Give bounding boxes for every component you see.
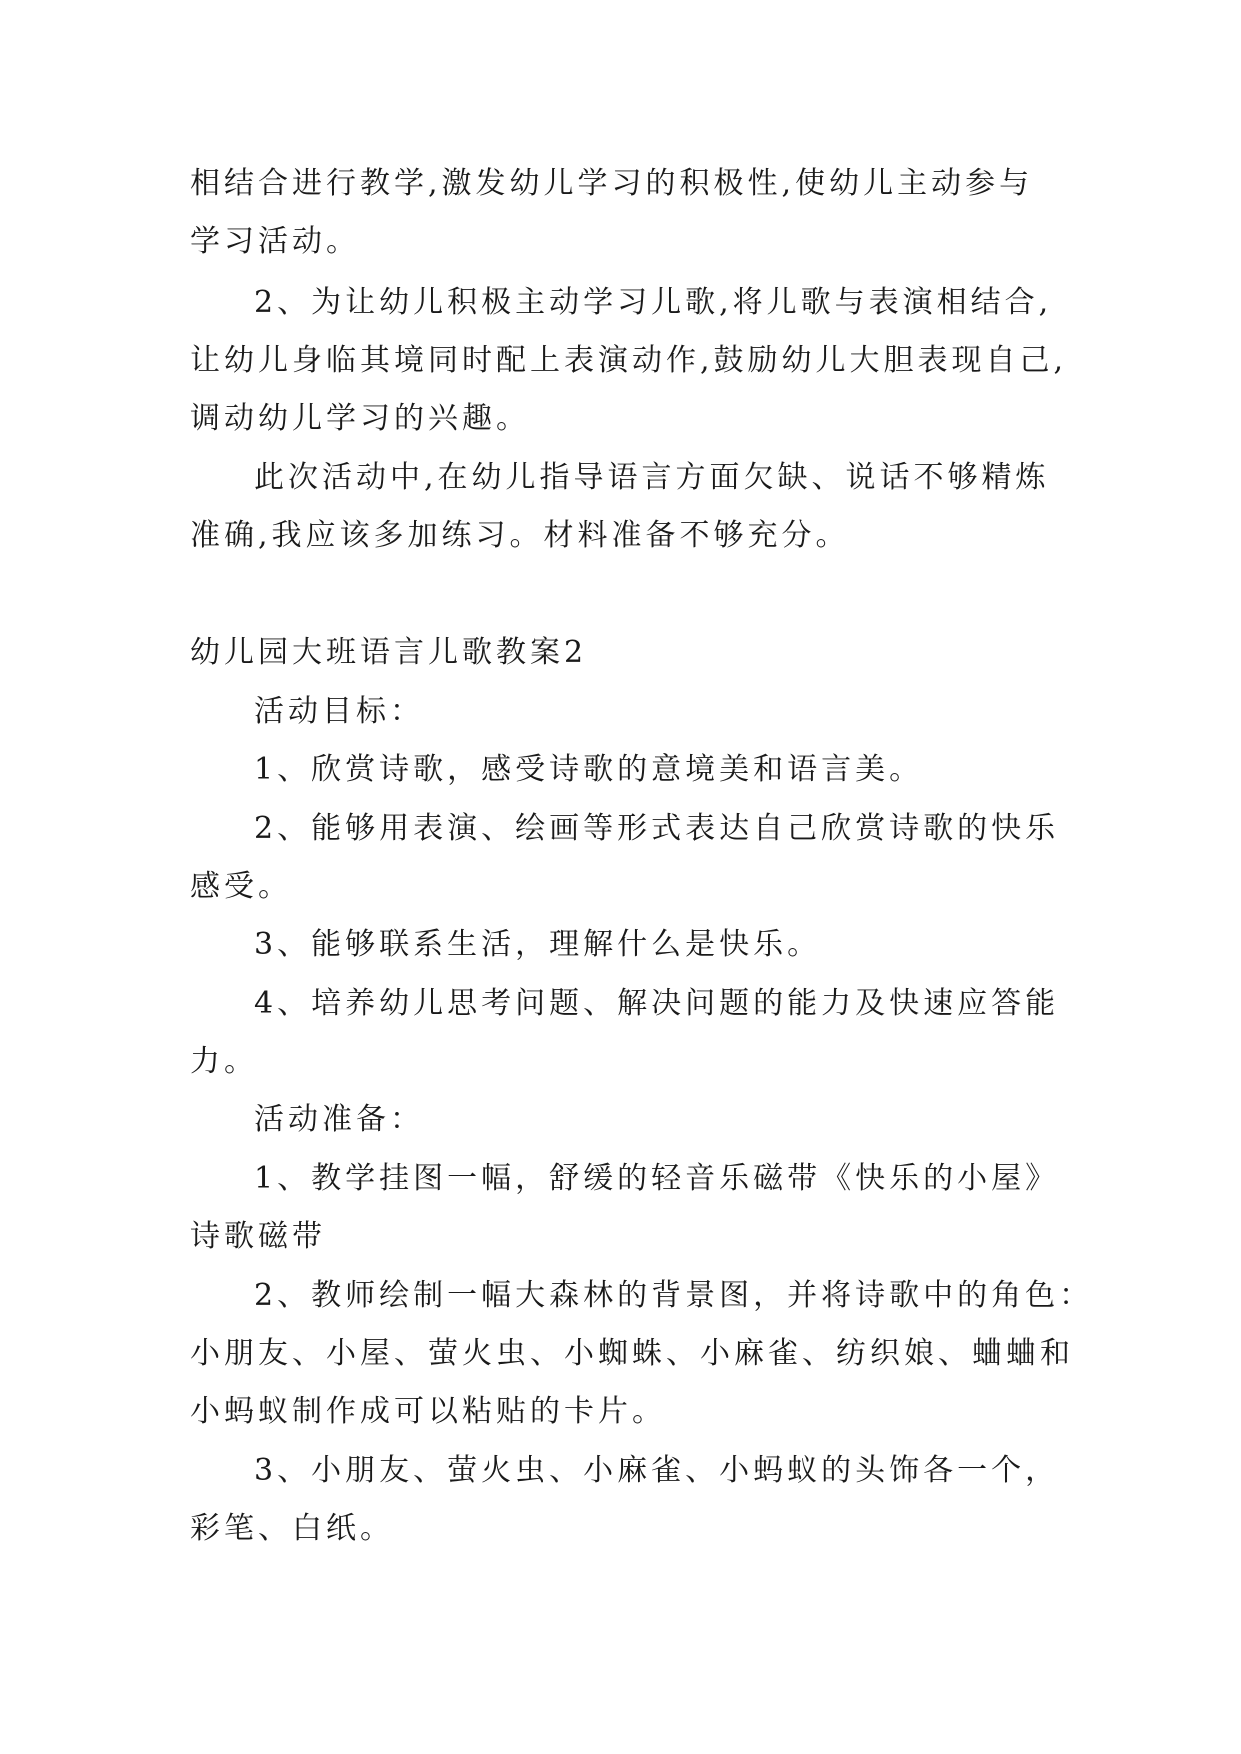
list-item: 3、小朋友、萤火虫、小麻雀、小蚂蚁的头饰各一个，	[254, 1453, 1060, 1488]
subheading: 活动准备：	[254, 1102, 424, 1137]
list-item-continuation: 小蚂蚁制作成可以粘贴的卡片。	[190, 1394, 666, 1429]
paragraph-line: 相结合进行教学,激发幼儿学习的积极性,使幼儿主动参与	[190, 166, 1034, 201]
list-item-continuation: 力。	[190, 1044, 258, 1079]
list-item: 2、能够用表演、绘画等形式表达自己欣赏诗歌的快乐	[254, 811, 1060, 846]
list-item-continuation: 彩笔、白纸。	[190, 1511, 394, 1546]
subheading: 活动目标：	[254, 694, 424, 729]
list-item: 3、能够联系生活，理解什么是快乐。	[254, 927, 822, 962]
section-title: 幼儿园大班语言儿歌教案2	[190, 635, 588, 670]
list-item: 1、欣赏诗歌，感受诗歌的意境美和语言美。	[254, 752, 924, 787]
paragraph-line: 学习活动。	[190, 224, 360, 259]
list-item-continuation: 诗歌磁带	[190, 1219, 326, 1254]
paragraph-line: 准确,我应该多加练习。材料准备不够充分。	[190, 518, 850, 553]
list-item: 4、培养幼儿思考问题、解决问题的能力及快速应答能	[254, 986, 1060, 1021]
paragraph-line: 2、为让幼儿积极主动学习儿歌,将儿歌与表演相结合,	[254, 285, 1053, 320]
paragraph-line: 调动幼儿学习的兴趣。	[190, 401, 530, 436]
list-item-continuation: 感受。	[190, 869, 292, 904]
list-item: 2、教师绘制一幅大森林的背景图，并将诗歌中的角色：	[254, 1278, 1094, 1313]
list-item-continuation: 小朋友、小屋、萤火虫、小蜘蛛、小麻雀、纺织娘、蛐蛐和	[190, 1336, 1074, 1371]
list-item: 1、教学挂图一幅，舒缓的轻音乐磁带《快乐的小屋》	[254, 1161, 1060, 1196]
paragraph-line: 此次活动中,在幼儿指导语言方面欠缺、说话不够精炼	[254, 460, 1050, 495]
paragraph-line: 让幼儿身临其境同时配上表演动作,鼓励幼儿大胆表现自己,	[190, 343, 1068, 378]
